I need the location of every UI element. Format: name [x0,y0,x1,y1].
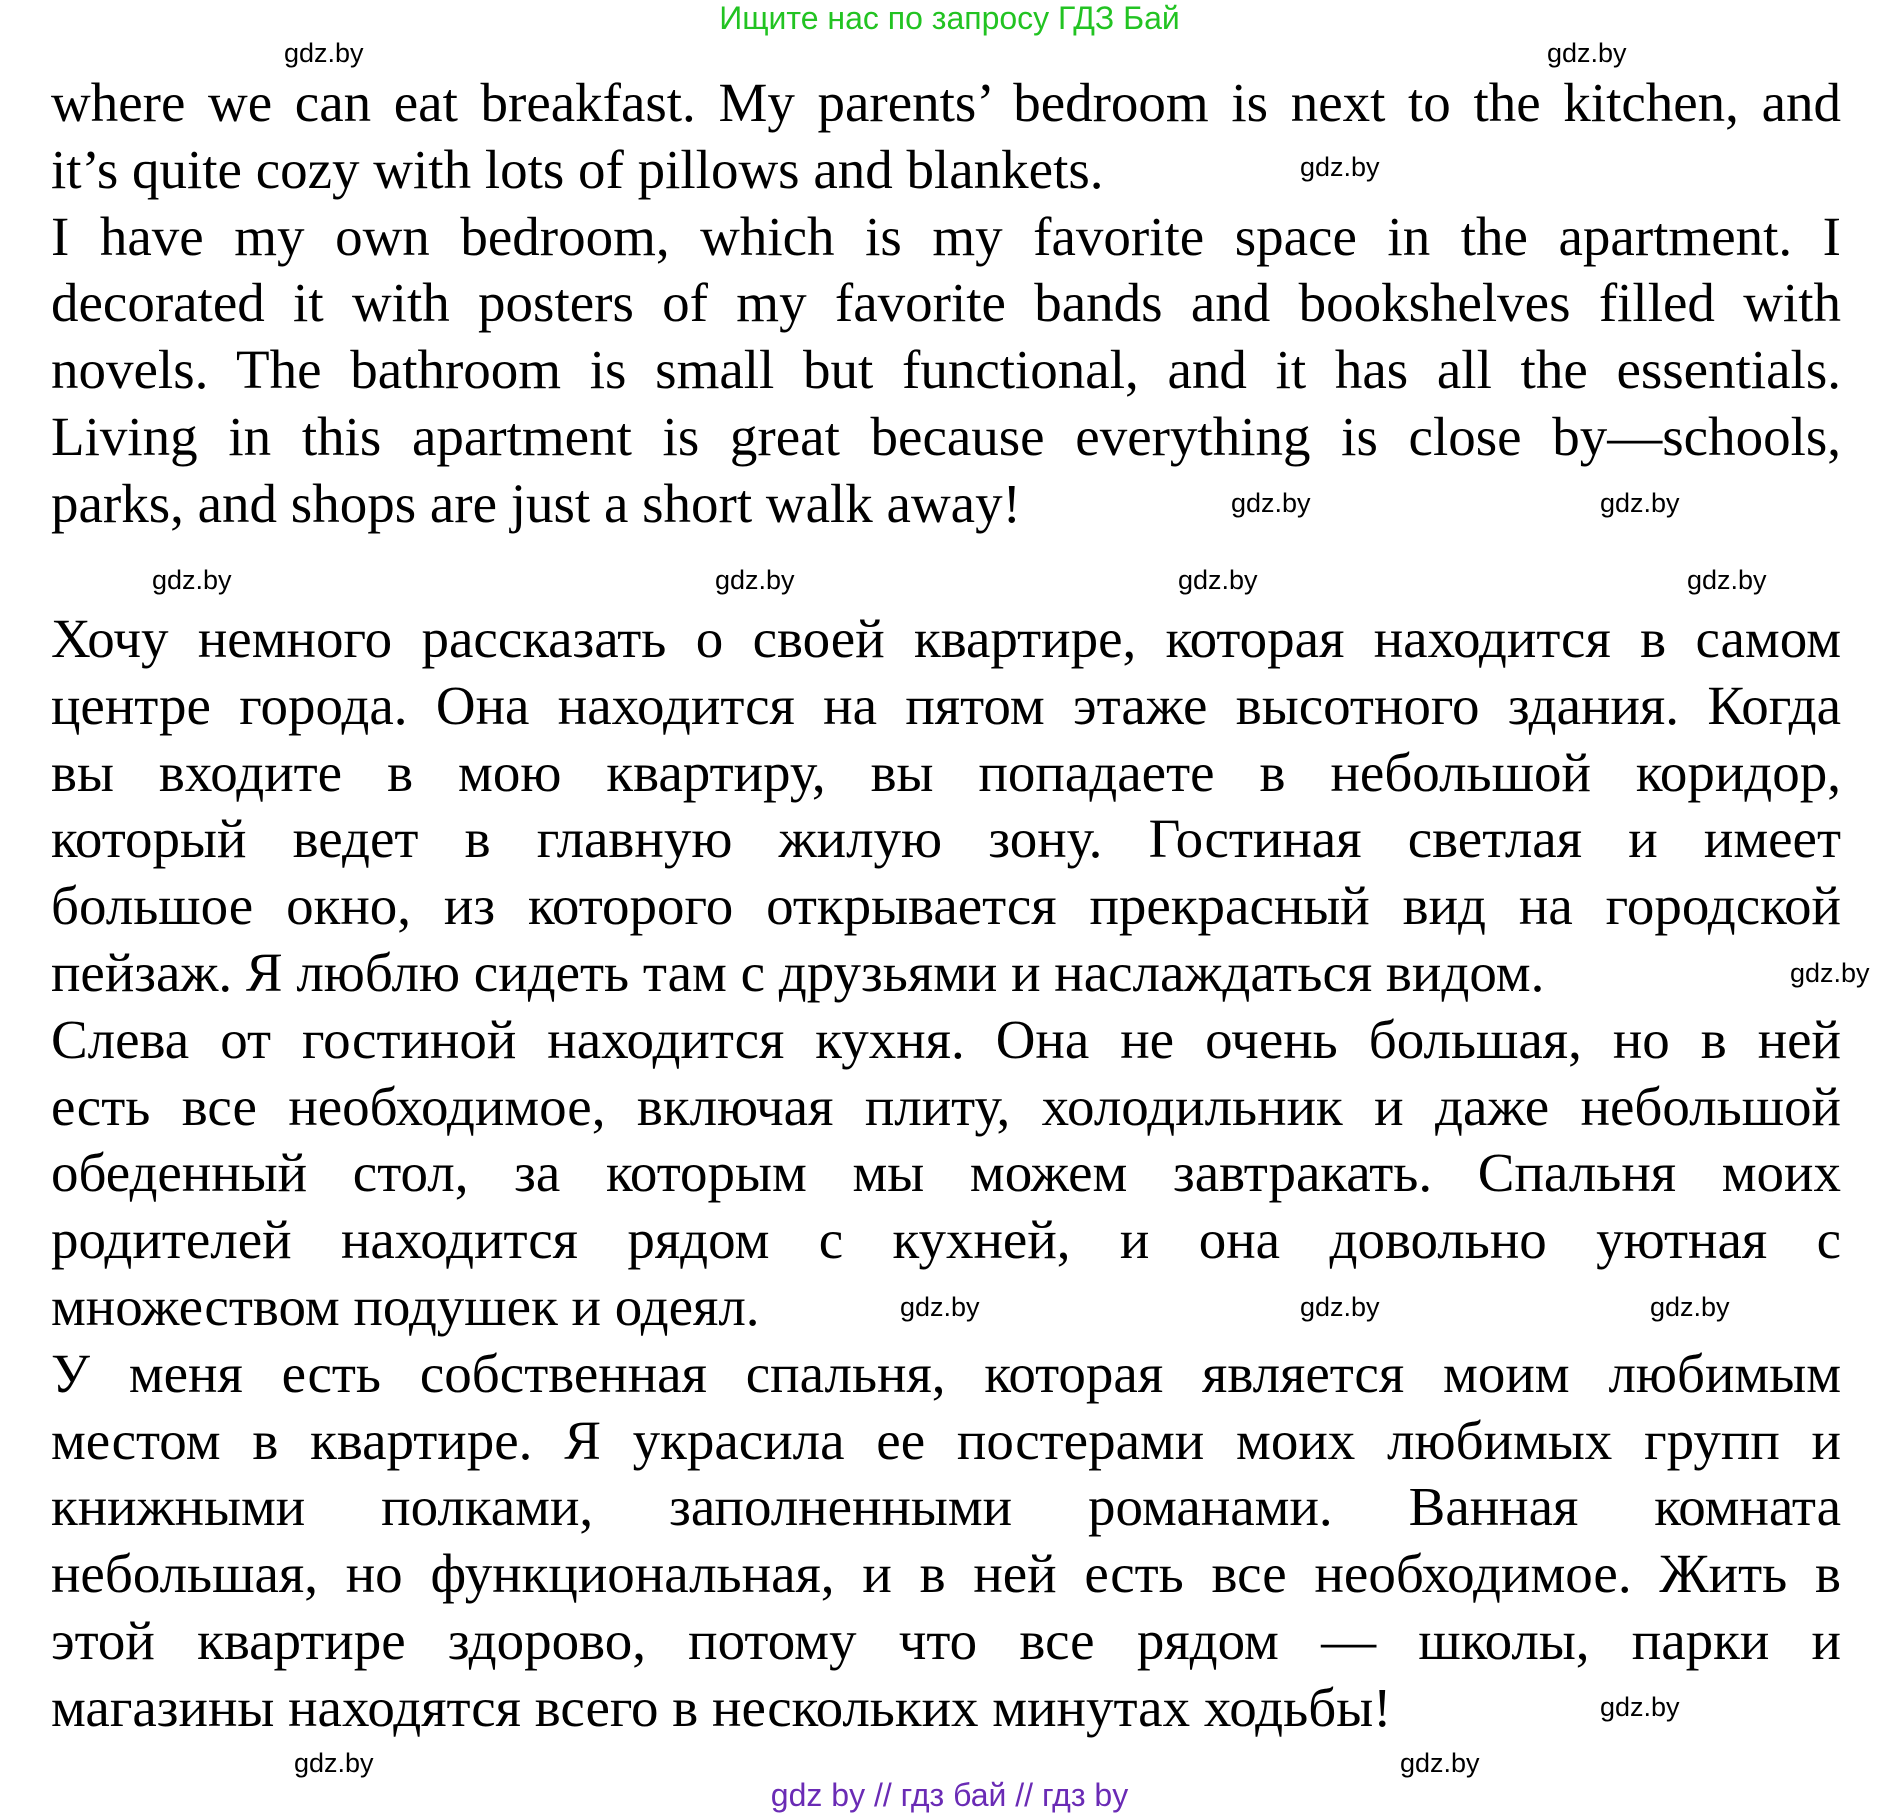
russian-text-line: центре города. Она находится на пятом этаже высотного здания. Когда [51,674,1841,736]
russian-text-line: который ведет в главную жилую зону. Гостиная светлая и имеет [51,808,1841,870]
russian-text-line: Слева от гостиной находится кухня. Она не очень большая, но в ней [51,1008,1841,1070]
watermark-label: gdz.by [1650,1292,1730,1322]
english-text-line: Living in this apartment is great because everything is close by—schools, [51,406,1841,467]
russian-text-line: книжными полками, заполненными романами. Ванная комната [51,1476,1841,1538]
watermark-label: gdz.by [152,565,232,595]
english-text-line: decorated it with posters of my favorite bands and bookshelves filled with [51,272,1841,334]
watermark-label: gdz.by [1790,958,1870,988]
russian-text-line: местом в квартире. Я украсила ее постерами моих любимых групп и [51,1409,1841,1471]
watermark-label: gdz.by [1300,152,1380,182]
watermark-label: gdz.by [1178,565,1258,595]
english-text-line: I have my own bedroom, which is my favorite space in the apartment. I [51,205,1841,267]
russian-text-line: У меня есть собственная спальня, которая является моим любимым [51,1342,1841,1404]
watermark-label: gdz.by [1600,1692,1680,1722]
russian-text-line: этой квартире здорово, потому что все рядом — школы, парки и [51,1610,1841,1671]
russian-text-line: множеством подушек и одеял. [51,1276,760,1337]
english-text-line: where we can eat breakfast. My parents’ bedroom is next to the kitchen, and [51,72,1841,133]
watermark-label: gdz.by [1600,488,1680,518]
watermark-label: gdz.by [1231,488,1311,518]
watermark-label: gdz.by [1687,565,1767,595]
russian-text-line: небольшая, но функциональная, и в ней есть все необходимое. Жить в [51,1543,1841,1605]
russian-text-line: обеденный стол, за которым мы можем завтракать. Спальня моих [51,1142,1841,1204]
watermark-label: gdz.by [715,565,795,595]
russian-text-line: родителей находится рядом с кухней, и она довольно уютная с [51,1209,1841,1271]
watermark-label: gdz.by [900,1292,980,1322]
english-text-line: novels. The bathroom is small but functional, and it has all the essentials. [51,339,1841,401]
english-text-line: it’s quite cozy with lots of pillows and blankets. [51,138,1104,200]
watermark-label: gdz.by [294,1748,374,1778]
russian-text-line: магазины находятся всего в нескольких минутах ходьбы! [51,1676,1392,1738]
search-hint-banner: Ищите нас по запросу ГДЗ Бай [719,0,1180,36]
watermark-label: gdz.by [1400,1748,1480,1778]
russian-text-line: Хочу немного рассказать о своей квартире, которая находится в самом [51,608,1841,669]
footer-watermark: gdz by // гдз бай // гдз by [770,1777,1129,1813]
english-text-line: parks, and shops are just a short walk away! [51,472,1021,534]
russian-text-line: пейзаж. Я люблю сидеть там с друзьями и наслаждаться видом. [51,942,1545,1003]
watermark-label: gdz.by [1547,38,1627,68]
russian-text-line: вы входите в мою квартиру, вы попадаете в небольшой коридор, [51,741,1841,803]
russian-text-line: большое окно, из которого открывается прекрасный вид на городской [51,875,1841,937]
watermark-label: gdz.by [284,38,364,68]
watermark-label: gdz.by [1300,1292,1380,1322]
russian-text-line: есть все необходимое, включая плиту, холодильник и даже небольшой [51,1075,1841,1137]
